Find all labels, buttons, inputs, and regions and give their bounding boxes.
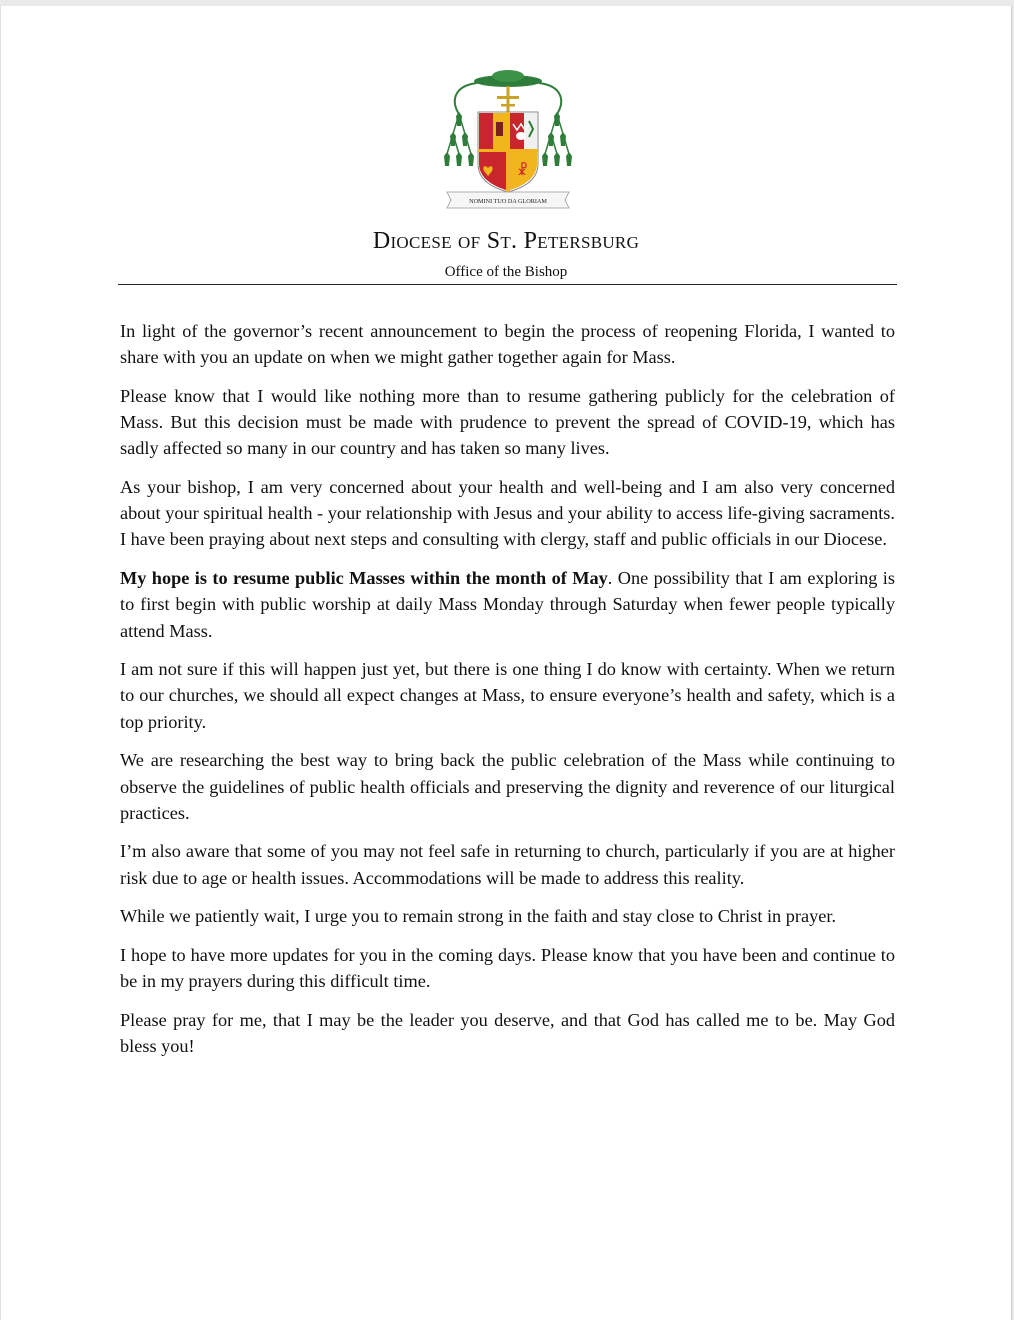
header-divider — [118, 284, 897, 285]
page-title: Diocese of St. Petersburg — [372, 228, 640, 254]
paragraph-text: . One possibility that I am exploring is to first begin with public worship at daily Mass Monday through Saturday when fewer people typically attend Mass. — [120, 568, 895, 641]
paragraph — [120, 565, 895, 644]
paragraph: In light of the governor’s recent announcement to begin the process of reopening Florida, I wanted to share with you an update on when we might gather together again for Mass. — [120, 321, 895, 368]
paragraph: As your bishop, I am very concerned about your health and well-being and I am also very concerned about your spiritual health - your relationship with Jesus and your ability to access life-giving sacraments. I have been praying about next steps and consulting with clergy, staff and public officials in our Diocese. — [120, 477, 895, 550]
paragraph: I’m also aware that some of you may not feel safe in returning to church, particularly if you are at higher risk due to age or health issues. Accommodations will be made to address this reality. — [120, 841, 895, 888]
paragraph: I hope to have more updates for you in the coming days. Please know that you have been and continue to be in my prayers during this difficult time. — [120, 945, 895, 992]
paragraph: We are researching the best way to bring back the public celebration of the Mass while continuing to observe the guidelines of public health officials and preserving the dignity and reverence of our liturgical practices. — [120, 750, 895, 823]
diocese-coat-of-arms-icon — [433, 64, 583, 214]
letter-body — [120, 318, 895, 1072]
motto-text: NOMINI TUO DA GLORIAM — [469, 198, 547, 205]
paragraph: Please know that I would like nothing more than to resume gathering publicly for the celebration of Mass. But this decision must be made with prudence to prevent the spread of COVID-19, which has sadly affected so many in our country and has taken so many lives. — [120, 385, 895, 459]
paragraph: While we patiently wait, I urge you to remain strong in the faith and stay close to Christ in prayer. — [120, 906, 837, 927]
svg-text:☧: ☧ — [517, 163, 528, 179]
page-subtitle: Office of the Bishop — [444, 264, 568, 280]
emphasis-text: My hope is to resume public Masses within the month of May — [120, 568, 608, 589]
paragraph: I am not sure if this will happen just yet, but there is one thing I do know with certainty. When we return to our churches, we should all expect changes at Mass, to ensure everyone’s health and safety, which is a top priority. — [120, 659, 895, 732]
letter-page — [0, 6, 1012, 1320]
paragraph: Please pray for me, that I may be the leader you deserve, and that God has called me to be. May God bless you! — [120, 1009, 895, 1057]
